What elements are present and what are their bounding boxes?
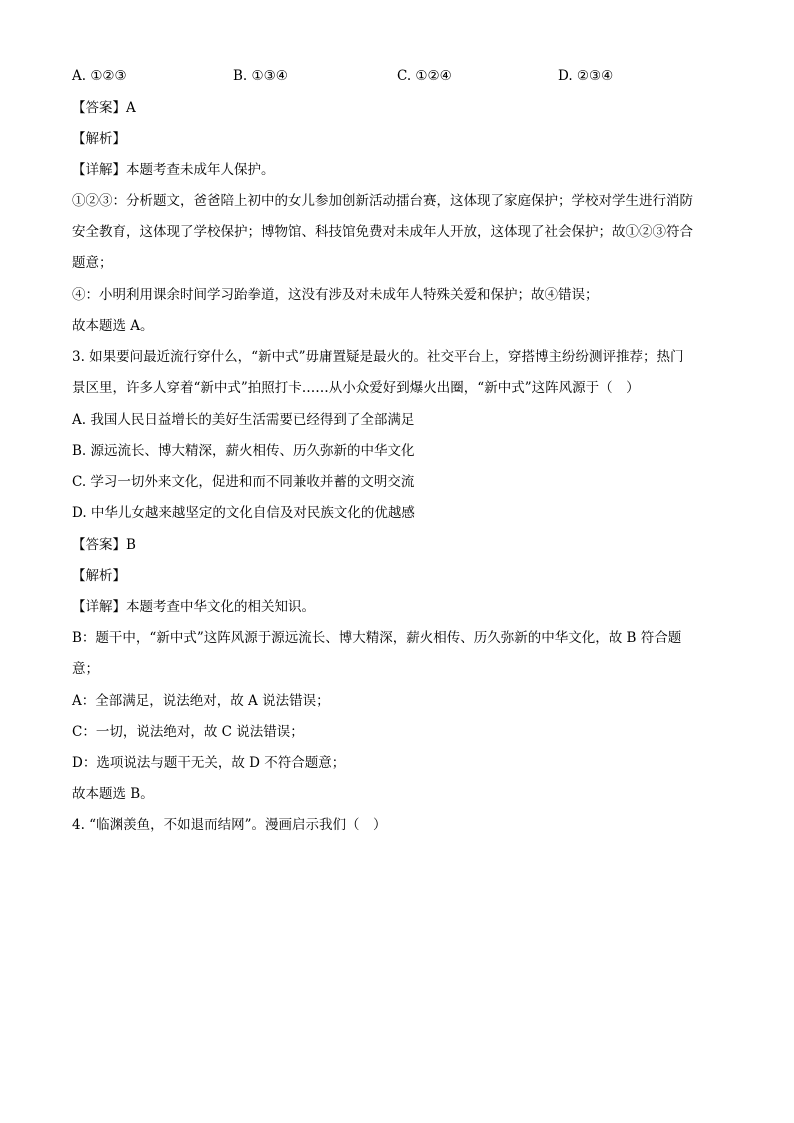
q3-explain-line: B：题干中，“新中式”这阵风源于源远流长、博大精深，薪火相传、历久弥新的中华文化，故 B 符合题 <box>72 630 682 646</box>
q2-option-d: D. ②③④ <box>558 68 614 84</box>
q3-stem-line: 3. 如果要问最近流行穿什么，“新中式”毋庸置疑是最火的。社交平台上，穿搭博主纷纷测评推荐；热门 <box>72 349 684 365</box>
q3-detail: 【详解】本题考查中华文化的相关知识。 <box>72 599 315 615</box>
q3-explain-line: C：一切，说法绝对，故 C 说法错误； <box>72 724 304 740</box>
q2-detail: 【详解】本题考查未成年人保护。 <box>72 162 275 178</box>
q2-option-a: A. ①②③ <box>72 68 127 84</box>
q2-explain-line: ①②③：分析题文，爸爸陪上初中的女儿参加创新活动擂台赛，这体现了家庭保护；学校对学生进行消防 <box>72 193 693 209</box>
q3-option-c: C. 学习一切外来文化，促进和而不同兼收并蓄的文明交流 <box>72 474 415 490</box>
q2-option-c: C. ①②④ <box>397 68 452 84</box>
q3-conclusion: 故本题选 B。 <box>72 786 154 802</box>
q3-analysis-heading: 【解析】 <box>72 568 126 584</box>
q2-conclusion: 故本题选 A。 <box>72 318 154 334</box>
q2-analysis-heading: 【解析】 <box>72 131 126 147</box>
q3-answer: 【答案】B <box>72 537 136 553</box>
q2-explain-line: ④：小明利用课余时间学习跆拳道，这没有涉及对未成年人特殊关爱和保护；故④错误； <box>72 287 599 303</box>
q3-stem-line: 景区里，许多人穿着“新中式”拍照打卡……从小众爱好到爆火出圈，“新中式”这阵风源于（ ） <box>72 380 640 396</box>
q3-option-b: B. 源远流长、博大精深，薪火相传、历久弥新的中华文化 <box>72 443 415 459</box>
q2-explain-line: 安全教育，这体现了学校保护；博物馆、科技馆免费对未成年人开放，这体现了社会保护；故①②③符合 <box>72 224 693 240</box>
q2-option-b: B. ①③④ <box>233 68 288 84</box>
q3-explain-line: 意； <box>72 661 99 677</box>
q3-explain-line: A：全部满足，说法绝对，故 A 说法错误； <box>72 693 330 709</box>
q4-stem: 4. “临渊羡鱼，不如退而结网”。漫画启示我们（ ） <box>72 817 387 833</box>
q3-option-d: D. 中华儿女越来越坚定的文化自信及对民族文化的优越感 <box>72 505 415 521</box>
q3-option-a: A. 我国人民日益增长的美好生活需要已经得到了全部满足 <box>72 412 415 428</box>
q2-explain-line: 题意； <box>72 255 113 271</box>
q3-explain-line: D：选项说法与题干无关，故 D 不符合题意； <box>72 755 346 771</box>
q2-answer: 【答案】A <box>72 100 136 116</box>
